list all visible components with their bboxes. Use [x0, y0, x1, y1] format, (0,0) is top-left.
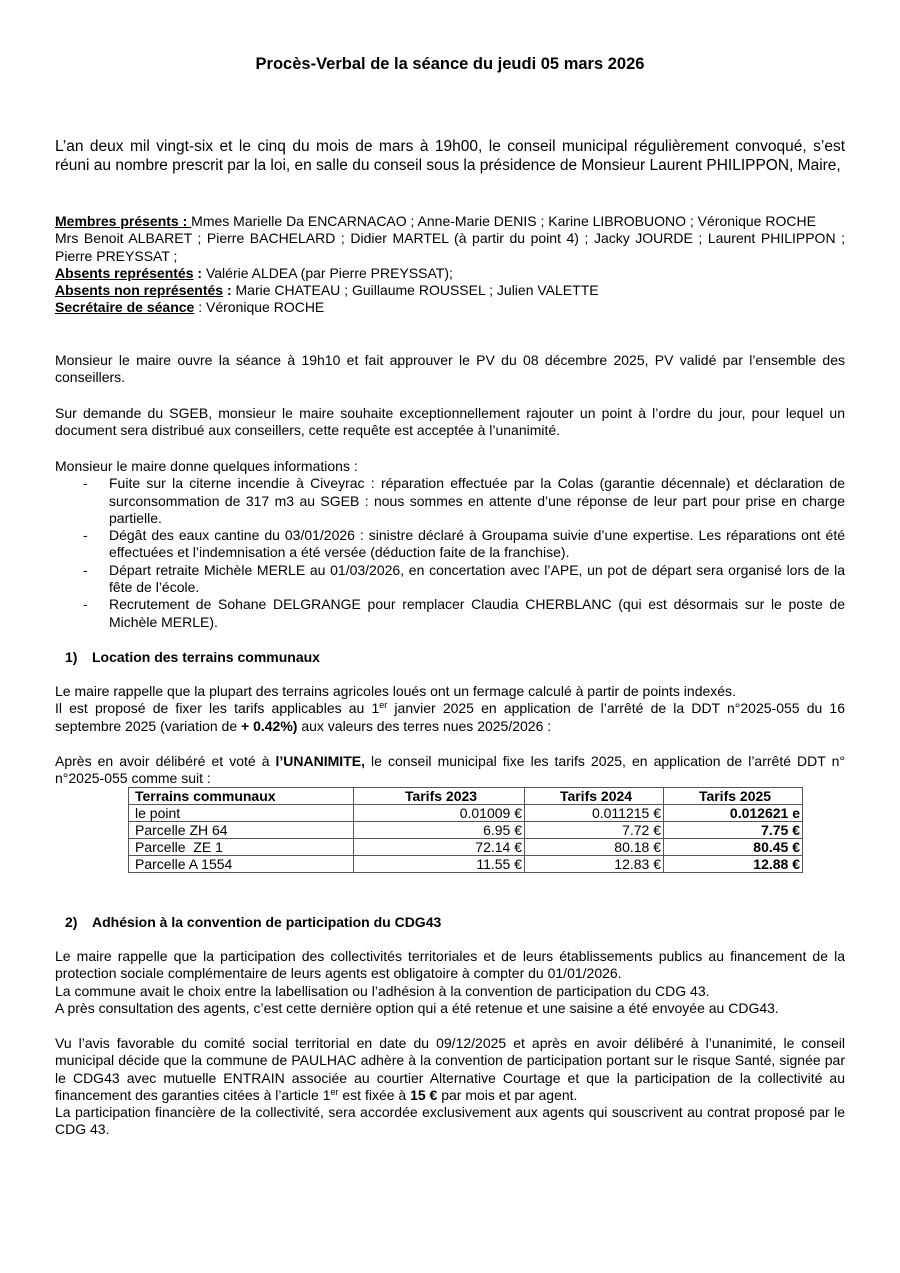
table-row	[129, 839, 803, 856]
table-cell: 6.95 €	[354, 822, 525, 839]
section-number: 1)	[65, 649, 78, 665]
table-header-row	[129, 788, 803, 805]
table-cell: 12.88 €	[664, 856, 803, 873]
intro-paragraph: L’an deux mil vingt-six et le cinq du mois de mars à 19h00, le conseil municipal régulièrement convoqué, s’est réuni au nombre prescrit par la loi, en salle du conseil sous la présidence de Monsieur Laurent PHILIPPON, Maire,	[55, 138, 845, 174]
table-row	[129, 856, 803, 873]
table-cell: Parcelle A 1554	[129, 856, 354, 873]
table-cell: 72.14 €	[354, 839, 525, 856]
column-header: Tarifs 2023	[354, 788, 525, 805]
information-list	[55, 475, 845, 631]
opening-paragraph-1: Monsieur le maire ouvre la séance à 19h10 et fait approuver le PV du 08 décembre 2025, PV validé par l’ensemble des conseillers.	[55, 352, 845, 386]
table-cell: 11.55 €	[354, 856, 525, 873]
information-item: - Départ retraite Michèle MERLE au 01/03/2026, en concertation avec l’APE, un pot de départ sera organisé lors de la fête de l’école.	[55, 562, 845, 597]
table-row	[129, 805, 803, 822]
secretary: Secrétaire de séance : Véronique ROCHE	[55, 299, 325, 316]
section-2-paragraph-1: Le maire rappelle que la participation des collectivités territoriales et de leurs établissements publics au financement de la protection sociale complémentaire de leurs agents est obligatoire à compter du 01/01/2026. La commune avait le choix entre la labellisation ou l’adhésion à la convention de participation du CDG 43. A près consultation des agents, c’est cette dernière option qui a été retenue et une saisine a été envoyée au CDG43.	[55, 948, 845, 1016]
present-men: Mrs Benoit ALBARET ; Pierre BACHELARD ; Didier MARTEL (à partir du point 4) ; Jacky JOURDE ; Laurent PHILIPPON ; Pierre PREYSSAT ;	[55, 230, 845, 264]
table-cell: 12.83 €	[525, 856, 664, 873]
information-block	[55, 458, 845, 631]
section-1-paragraph-2: Après en avoir délibéré et voté à l’UNANIMITE, le conseil municipal fixe les tarifs 2025, en application de l’arrêté DDT n° n°2025-055 comme suit :	[55, 753, 845, 787]
secretary-label: Secrétaire de séance	[55, 299, 195, 316]
information-item: - Fuite sur la citerne incendie à Civeyrac : réparation effectuée par la Colas (garantie décennale) et déclaration de surconsommation de 317 m3 au SGEB : nous sommes en attente d’une réponse de leur part pour prise en charge partielle.	[55, 475, 845, 527]
absent-not-represented: Absents non représentés : Marie CHATEAU ; Guillaume ROUSSEL ; Julien VALETTE	[55, 282, 599, 299]
section-1-heading	[65, 649, 320, 665]
table-cell: 0.012621 e	[664, 805, 803, 822]
table-cell: 0.011215 €	[525, 805, 664, 822]
table-cell: 80.18 €	[525, 839, 664, 856]
column-header: Tarifs 2024	[525, 788, 664, 805]
information-item: - Recrutement de Sohane DELGRANGE pour remplacer Claudia CHERBLANC (qui est désormais sur le poste de Michèle MERLE).	[55, 596, 845, 631]
absent-not-represented-label: Absents non représentés	[55, 282, 224, 299]
table-cell: 80.45 €	[664, 839, 803, 856]
column-header: Terrains communaux	[129, 788, 354, 805]
table-row	[129, 822, 803, 839]
section-title: Location des terrains communaux	[92, 649, 320, 665]
section-title: Adhésion à la convention de participation du CDG43	[92, 914, 442, 930]
table-cell: 7.75 €	[664, 822, 803, 839]
information-item: - Dégât des eaux cantine du 03/01/2026 : sinistre déclaré à Groupama suivie d’une expertise. Les réparations ont été effectuées et l’indemnisation a été versée (déduction faite de la franchise).	[55, 527, 845, 562]
table-cell: Parcelle ZE 1	[129, 839, 354, 856]
table-cell: 0.01009 €	[354, 805, 525, 822]
information-intro: Monsieur le maire donne quelques informations :	[55, 458, 358, 474]
table-cell: 7.72 €	[525, 822, 664, 839]
section-1-paragraph-1: Le maire rappelle que la plupart des terrains agricoles loués ont un fermage calculé à partir de points indexés. Il est proposé de fixer les tarifs applicables au 1er janvier 2025 en application de l’arrêté de la DDT n°2025-055 du 16 septembre 2025 (variation de + 0.42%) aux valeurs des terres nues 2025/2026 :	[55, 683, 845, 734]
opening-paragraph-2: Sur demande du SGEB, monsieur le maire souhaite exceptionnellement rajouter un point à l’ordre du jour, pour lequel un document sera distribué aux conseillers, cette requête est acceptée à l’unanimité.	[55, 405, 845, 439]
table-cell: Parcelle ZH 64	[129, 822, 354, 839]
present-women: Membres présents : Mmes Marielle Da ENCARNACAO ; Anne-Marie DENIS ; Karine LIBROBUONO ; Véronique ROCHE	[55, 213, 816, 229]
absent-represented: Absents représentés : Valérie ALDEA (par Pierre PREYSSAT);	[55, 264, 453, 281]
section-2-heading	[65, 914, 441, 930]
table-cell: le point	[129, 805, 354, 822]
column-header: Tarifs 2025	[664, 788, 803, 805]
tarifs-table	[128, 787, 803, 873]
section-number: 2)	[65, 914, 78, 930]
absent-represented-label: Absents représentés	[55, 264, 194, 281]
document-title: Procès-Verbal de la séance du jeudi 05 mars 2026	[255, 55, 645, 73]
present-label: Membres présents :	[55, 213, 192, 229]
attendance-block	[55, 213, 845, 317]
section-2-paragraph-2: Vu l’avis favorable du comité social territorial en date du 09/12/2025 et après en avoir délibéré à l’unanimité, le conseil municipal décide que la commune de PAULHAC adhère à la convention de participation portant sur le risque Santé, signée par le CDG43 avec mutuelle ENTRAIN associée au courtier Alternative Courtage et que la participation de la collectivité au financement des garanties citées à l’article 1er est fixée à 15 € par mois et par agent. La participation financière de la collectivité, sera accordée exclusivement aux agents qui souscrivent au contrat proposé par le CDG 43.	[55, 1035, 845, 1138]
